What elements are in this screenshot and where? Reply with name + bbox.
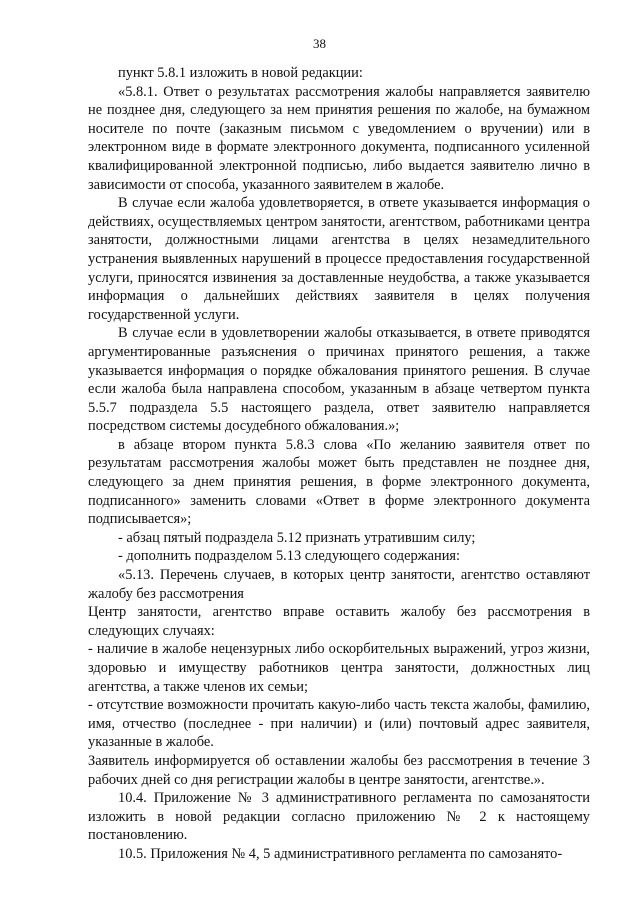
paragraph-intro: пункт 5.8.1 изложить в новой редакции: — [118, 65, 363, 81]
paragraph-5-13-intro: Центр занятости, агентство вправе оставить жалобу без рассмотрения в следующих случаях: — [88, 604, 590, 639]
document-body — [88, 64, 590, 864]
paragraph-complaint-rejected: В случае если в удовлетворении жалобы отказывается, в ответе приводятся аргументированные разъяснения о причинах принятого решения, а также указывается информация о порядке обжалования принятого решения. В случае если жалоба была направлена способом, указанным в абзаце четвертом пункта 5.5.7 подраздела 5.5 настоящего раздела, ответ заявителю направляется посредством системы досудебного обжалования.»; — [88, 325, 590, 435]
paragraph-applicant-informed: Заявитель информируется об оставлении жалобы без рассмотрения в течение 3 рабочих дней со дня регистрации жалобы в центре занятости, агентстве.». — [88, 752, 590, 788]
paragraph-complaint-satisfied: В случае если жалоба удовлетворяется, в ответе указывается информация о действиях, осуществляемых центром занятости, агентством, работниками центра занятости, должностными лицами агентства в целях незамедлительного устранения выявленных нарушений в процессе предоставления государственной услуги, приносятся извинения за доставленные неудобства, а также указывается информация о дальнейших действиях заявителя в целях получения государственной услуги. — [88, 195, 590, 323]
paragraph-5-8-3-amendment: в абзаце втором пункта 5.8.3 слова «По желанию заявителя ответ по результатам рассмотрения жалобы может быть представлен не позднее дня, следующего за днем принятия решения, в форме электронного документа, подписанного» заменить словами «Ответ в форме электронного документа подписывается»; — [88, 436, 590, 528]
paragraph-5-12-repeal: - абзац пятый подраздела 5.12 признать утратившим силу; — [118, 529, 476, 546]
paragraph-10-4: 10.4. Приложение № 3 административного регламента по самозанятости изложить в новой редакции согласно приложению № 2 к настоящему постановлению. — [88, 790, 590, 844]
paragraph-case-unreadable: - отсутствие возможности прочитать какую-либо часть текста жалобы, фамилию, имя, отчество (последнее - при наличии) и (или) почтовый адрес заявителя, указанные в жалобе. — [88, 697, 590, 751]
paragraph-5-13-title: «5.13. Перечень случаев, в которых центр занятости, агентство оставляют жалобу без рассмотрения — [88, 567, 590, 602]
paragraph-5-13-addition: - дополнить подразделом 5.13 следующего содержания: — [118, 548, 461, 565]
page-number: 38 — [313, 36, 326, 51]
paragraph-case-obscene: - наличие в жалобе нецензурных либо оскорбительных выражений, угроз жизни, здоровью и имуществу работников центра занятости, должностных лиц агентства, а также членов их семьи; — [88, 641, 590, 695]
paragraph-5-8-1: «5.8.1. Ответ о результатах рассмотрения жалобы направляется заявителю не позднее дня, следующего за нем принятия решения по жалобе, на бумажном носителе по почте (заказным письмом с уведомлением о вручении) или в электронном виде в формате электронного документа, подписанного усиленной квалифицированной электронной подписью, либо выдается заявителю лично в зависимости от способа, указанного заявителем в жалобе. — [88, 83, 590, 193]
paragraph-10-5: 10.5. Приложения № 4, 5 административного регламента по самозанято- — [118, 845, 563, 862]
